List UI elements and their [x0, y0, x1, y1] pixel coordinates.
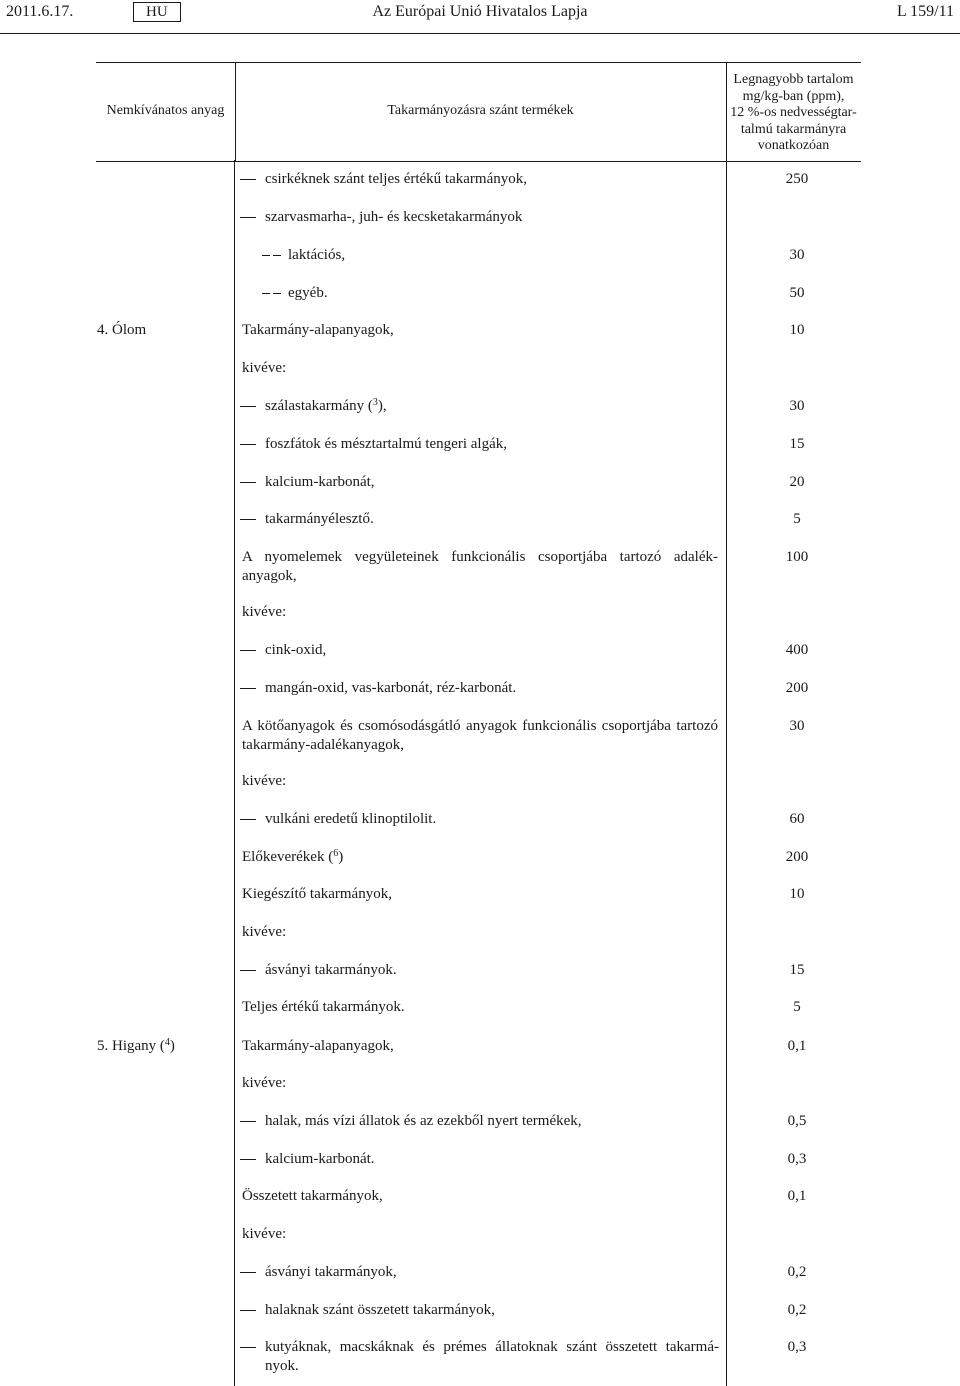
product-text: laktációs,	[288, 247, 346, 263]
dash-bullet	[240, 1121, 256, 1122]
product-text: foszfátok és mésztartalmú tengeri algák,	[265, 436, 507, 452]
substance-name: 5. Higany (	[97, 1038, 165, 1054]
product-text: takarmányélesztő.	[265, 511, 374, 527]
product-text-tail: ),	[377, 398, 387, 414]
product-text	[242, 848, 718, 867]
exception-label: kivéve:	[242, 604, 287, 620]
product-text: Összetett takarmányok,	[242, 1188, 383, 1204]
max-value: 5	[793, 999, 801, 1015]
journal-title: Az Európai Unió Hivatalos Lapja	[372, 3, 588, 20]
product-text-main: Előkeverékek (	[242, 849, 334, 865]
product-text: Teljes értékű takarmányok.	[242, 999, 405, 1015]
max-value: 10	[789, 322, 805, 338]
max-value: 50	[789, 285, 805, 301]
product-text: egyéb.	[288, 285, 328, 301]
dash-bullet	[240, 688, 256, 689]
product-text: vulkáni eredetű klinoptilolit.	[265, 811, 437, 827]
page-number: L 159/11	[896, 3, 954, 20]
max-value: 200	[785, 680, 809, 696]
dash-bullet	[240, 650, 256, 651]
dash-bullet	[240, 519, 256, 520]
product-text: A nyomelemek vegyületeinek funkcionális csoportjába tartozó adalék-anyagok,	[242, 549, 718, 584]
dash-bullet	[273, 293, 281, 294]
exception-label: kivéve:	[242, 360, 287, 376]
max-value: 20	[789, 474, 805, 490]
exception-label: kivéve:	[242, 1075, 287, 1091]
column-header-products: Takarmányozásra szánt termékek	[387, 103, 574, 118]
column-header-line: Legnagyobb tartalom	[733, 72, 854, 87]
max-value: 15	[789, 962, 805, 978]
product-text: Takarmány-alapanyagok,	[242, 322, 394, 338]
max-value: 0,1	[787, 1038, 807, 1054]
language-badge: HU	[133, 2, 181, 22]
footnote-ref: 4	[164, 1037, 170, 1048]
product-text-tail: )	[338, 849, 344, 865]
substance-tail: )	[169, 1038, 175, 1054]
max-value: 0,1	[787, 1188, 807, 1204]
exception-label: kivéve:	[242, 1226, 287, 1242]
product-text: Takarmány-alapanyagok,	[242, 1038, 394, 1054]
column-header-line: vonatkozóan	[757, 138, 830, 153]
product-text: mangán-oxid, vas-karbonát, réz-karbonát.	[265, 680, 517, 696]
footnote-ref: 3	[372, 397, 378, 408]
dash-bullet	[240, 406, 256, 407]
dash-bullet	[262, 255, 270, 256]
product-text: csirkéknek szánt teljes értékű takarmányok,	[265, 171, 527, 187]
max-value: 30	[789, 398, 805, 414]
footnote-ref: 6	[333, 848, 339, 859]
max-value: 400	[785, 642, 809, 658]
product-text: kutyáknak, macskáknak és prémes állatoknak szánt összetett takarmá-nyok.	[265, 1339, 719, 1374]
max-value: 250	[785, 171, 809, 187]
max-value: 0,2	[787, 1302, 807, 1318]
table-header	[96, 62, 861, 162]
publication-date: 2011.6.17.	[6, 3, 74, 20]
product-text-main: szálastakarmány (	[265, 398, 373, 414]
max-value: 60	[789, 811, 805, 827]
product-text: halak, más vízi állatok és az ezekből nyert termékek,	[265, 1113, 582, 1129]
max-value: 200	[785, 849, 809, 865]
table-column-divider	[234, 160, 235, 1386]
page-header	[0, 0, 960, 30]
column-header-line: talmú takarmányra	[740, 121, 847, 137]
product-text: A kötőanyagok és csomósodásgátló anyagok funkcionális csoportjába tartozó takarmány-adalékanyagok,	[242, 718, 718, 753]
max-value: 10	[789, 886, 805, 902]
max-value: 5	[793, 511, 801, 527]
max-value: 100	[785, 549, 809, 565]
product-text: kalcium-karbonát.	[265, 1151, 375, 1167]
column-header-line: mg/kg-ban (ppm),	[742, 88, 845, 104]
dash-bullet	[240, 444, 256, 445]
max-value: 0,3	[787, 1339, 807, 1355]
product-text: halaknak szánt összetett takarmányok,	[265, 1302, 495, 1318]
max-value: 0,5	[787, 1113, 807, 1129]
product-text: ásványi takarmányok,	[265, 1264, 397, 1280]
substance-label	[97, 1037, 175, 1056]
dash-bullet	[240, 1310, 256, 1311]
dash-bullet	[240, 1159, 256, 1160]
max-value: 30	[789, 247, 805, 263]
dash-bullet	[240, 819, 256, 820]
column-header-substance: Nemkívánatos anyag	[106, 103, 225, 118]
dash-bullet	[262, 293, 270, 294]
exception-label: kivéve:	[242, 924, 287, 940]
dash-bullet	[240, 482, 256, 483]
max-value: 30	[789, 718, 805, 734]
product-text: ásványi takarmányok.	[265, 962, 397, 978]
product-text: szarvasmarha-, juh- és kecsketakarmányok	[265, 209, 523, 225]
product-text	[265, 397, 719, 416]
column-header-max-content	[726, 72, 861, 155]
substance-label: 4. Ólom	[97, 322, 147, 338]
dash-bullet	[240, 179, 256, 180]
dash-bullet	[273, 255, 281, 256]
max-value: 15	[789, 436, 805, 452]
max-value: 0,2	[787, 1264, 807, 1280]
dash-bullet	[240, 1347, 256, 1348]
dash-bullet	[240, 1272, 256, 1273]
exception-label: kivéve:	[242, 773, 287, 789]
product-text: Kiegészítő takarmányok,	[242, 886, 392, 902]
dash-bullet	[240, 970, 256, 971]
dash-bullet	[240, 217, 256, 218]
product-text: kalcium-karbonát,	[265, 474, 375, 490]
product-text: cink-oxid,	[265, 642, 327, 658]
header-rule	[0, 33, 960, 34]
column-header-line: 12 %-os nedvességtar-	[730, 105, 857, 120]
max-value: 0,3	[787, 1151, 807, 1167]
